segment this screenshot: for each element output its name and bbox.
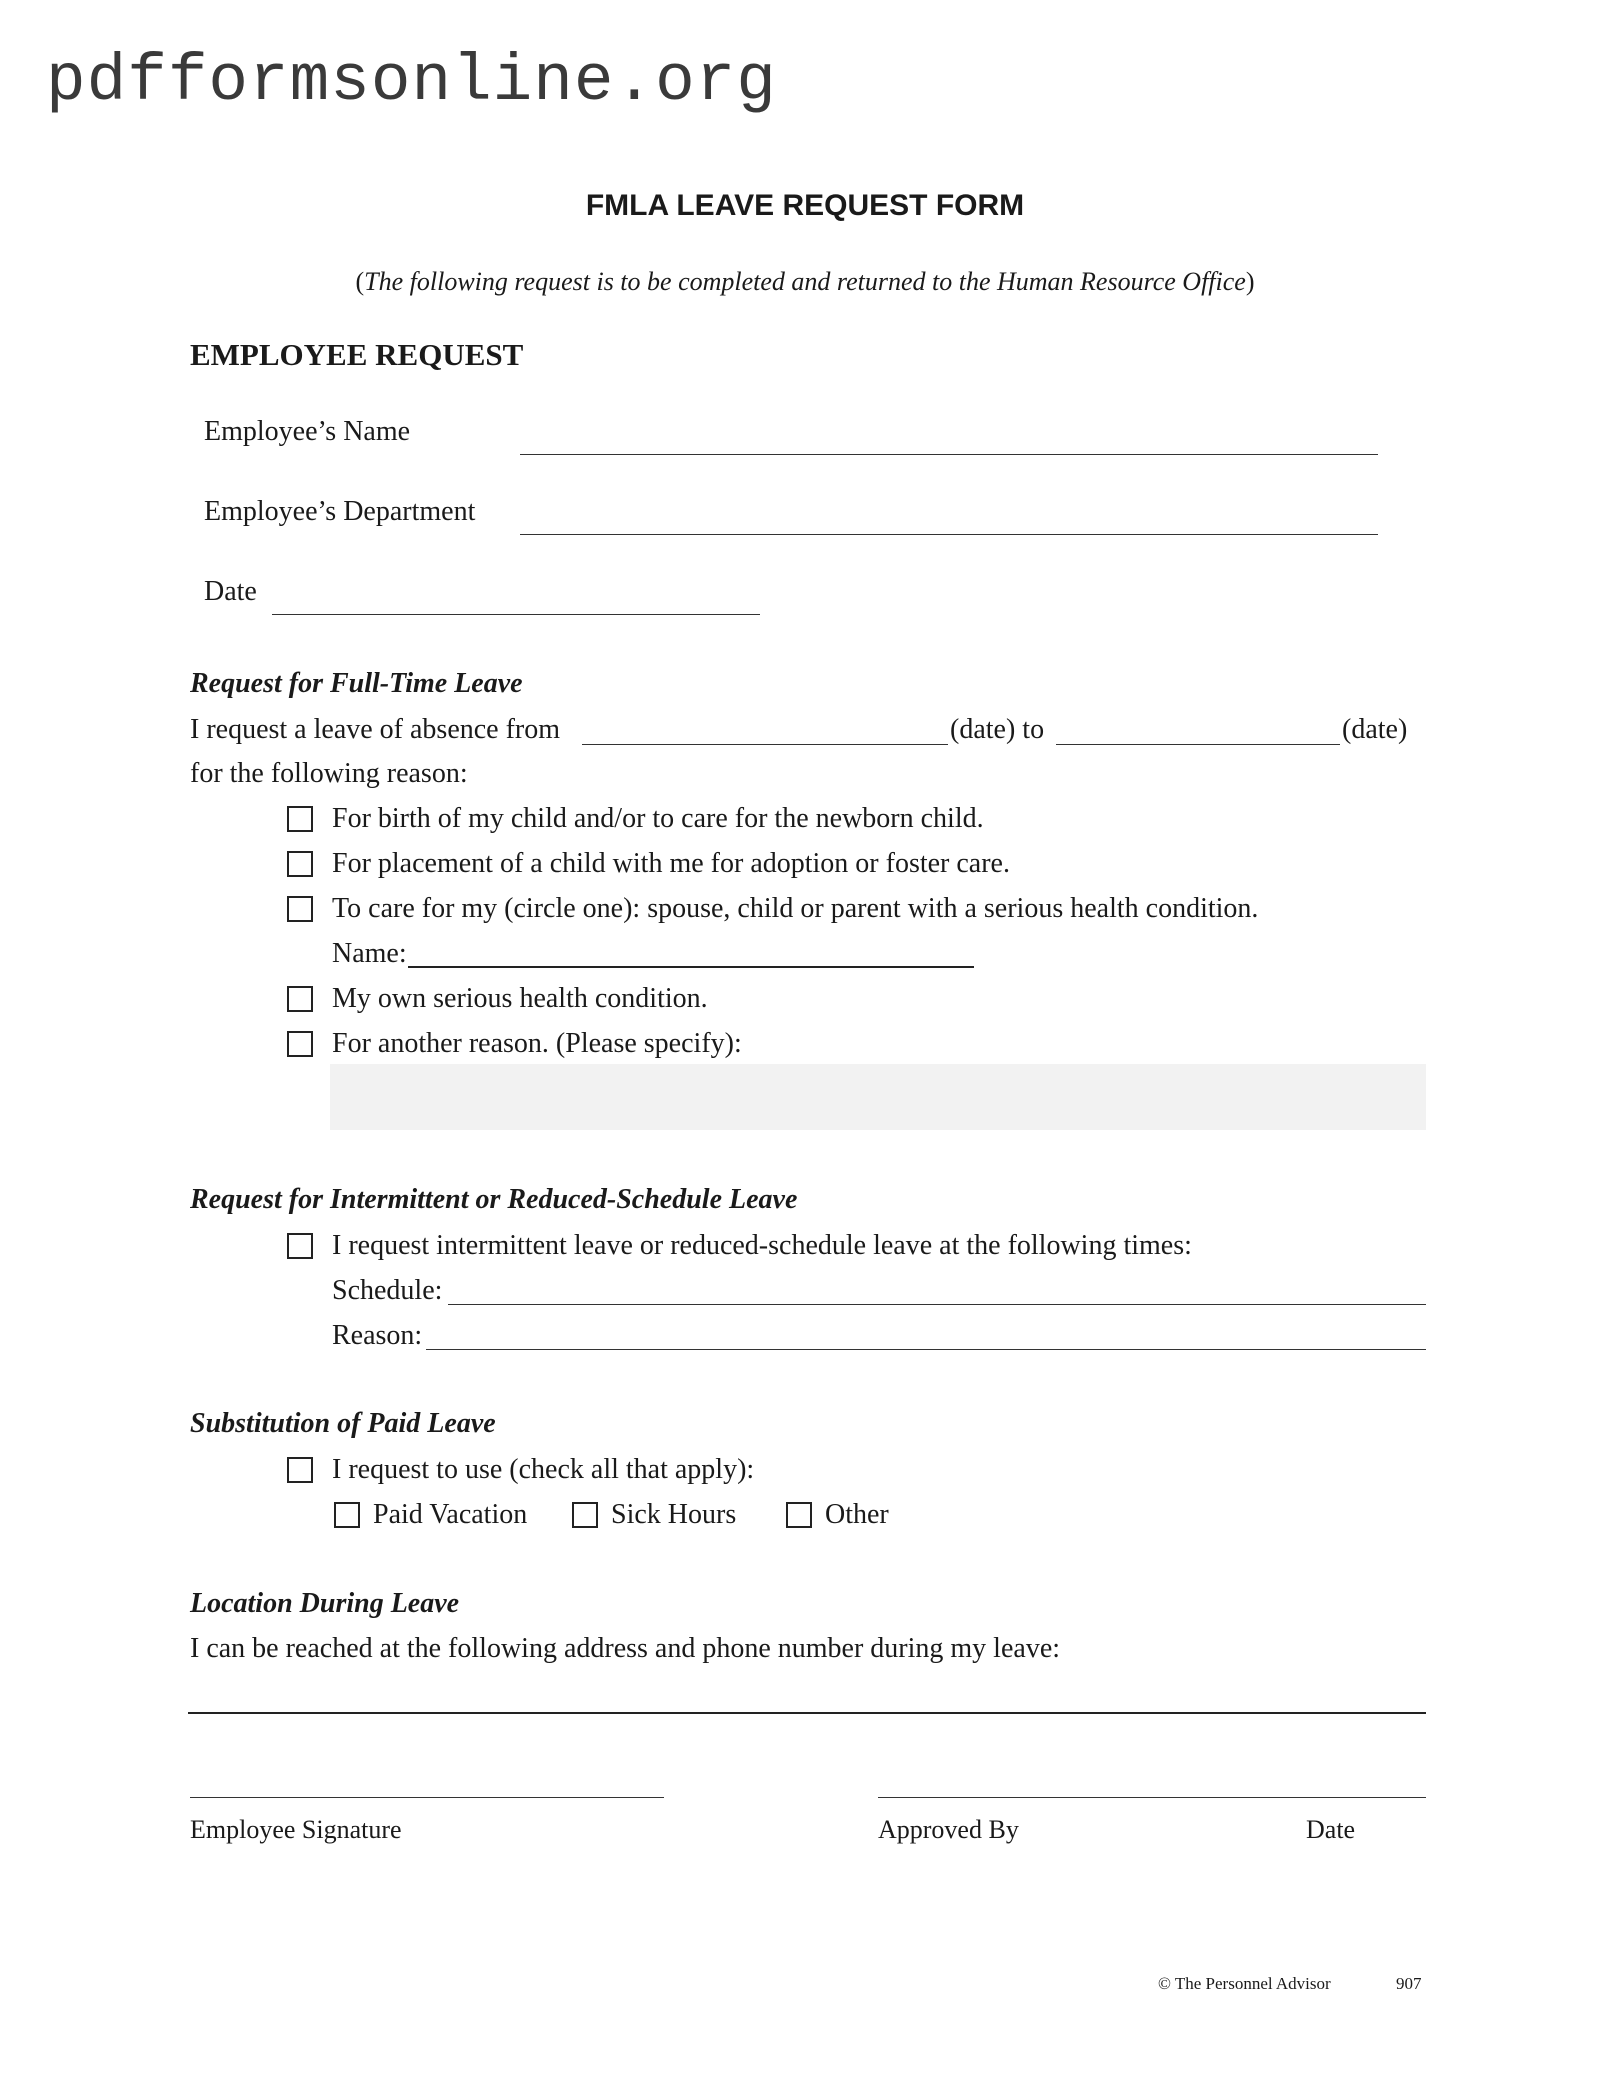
form-title: FMLA LEAVE REQUEST FORM [585, 189, 1025, 222]
reason-birth-checkbox[interactable] [287, 806, 313, 832]
location-text: I can be reached at the following address and phone number during my leave: [190, 1633, 1061, 1664]
approved-by-label: Approved By [878, 1815, 1019, 1844]
paid-leave-heading: Substitution of Paid Leave [190, 1408, 496, 1439]
intermittent-label: I request intermittent leave or reduced-schedule leave at the following times: [332, 1230, 1192, 1261]
watermark: pdfformsonline.org [46, 44, 777, 119]
employee-signature-label: Employee Signature [190, 1815, 402, 1844]
employee-request-heading: EMPLOYEE REQUEST [190, 337, 524, 372]
paid-leave-label: I request to use (check all that apply): [332, 1454, 755, 1485]
leave-end-date-field[interactable] [1056, 744, 1340, 745]
employee-signature-field[interactable] [190, 1797, 664, 1798]
paid-vacation-checkbox[interactable] [334, 1502, 360, 1528]
family-member-name-field[interactable] [408, 966, 974, 968]
subtitle-text: The following request is to be completed and returned to the Human Resource Office [364, 267, 1246, 296]
approval-date-label: Date [1306, 1815, 1356, 1844]
schedule-field[interactable] [448, 1304, 1426, 1305]
intermittent-reason-label: Reason: [332, 1320, 423, 1351]
date-field[interactable] [272, 614, 760, 615]
approved-by-field[interactable] [878, 1797, 1426, 1798]
footer-form-number: 907 [1396, 1974, 1422, 1993]
reason-adoption-label: For placement of a child with me for adoption or foster care. [332, 848, 1010, 879]
footer-copyright: © The Personnel Advisor [1158, 1974, 1331, 1993]
other-reason-input[interactable] [330, 1064, 1426, 1130]
intermittent-checkbox[interactable] [287, 1233, 313, 1259]
location-heading: Location During Leave [190, 1588, 460, 1619]
reason-adoption-checkbox[interactable] [287, 851, 313, 877]
subtitle-paren-open: ( [355, 267, 365, 296]
date-label: Date [204, 576, 257, 607]
leave-start-date-field[interactable] [582, 744, 948, 745]
family-member-name-label: Name: [332, 938, 407, 969]
full-time-reason-intro: for the following reason: [190, 758, 468, 789]
reason-own-health-label: My own serious health condition. [332, 983, 708, 1014]
form-subtitle [0, 267, 1610, 297]
full-time-intro: I request a leave of absence from [190, 714, 561, 745]
date-marker-1: (date) to [950, 714, 1045, 745]
employee-name-field[interactable] [520, 454, 1378, 455]
employee-department-label: Employee’s Department [204, 496, 476, 527]
employee-department-field[interactable] [520, 534, 1378, 535]
reason-other-label: For another reason. (Please specify): [332, 1028, 742, 1059]
paid-vacation-label: Paid Vacation [373, 1499, 528, 1530]
schedule-label: Schedule: [332, 1275, 443, 1306]
sick-hours-label: Sick Hours [611, 1499, 737, 1530]
reason-own-health-checkbox[interactable] [287, 986, 313, 1012]
subtitle-paren-close: ) [1245, 267, 1255, 296]
location-field[interactable] [188, 1712, 1426, 1714]
full-time-leave-heading: Request for Full-Time Leave [190, 668, 523, 699]
other-paid-checkbox[interactable] [786, 1502, 812, 1528]
other-paid-label: Other [825, 1499, 889, 1530]
reason-family-care-label: To care for my (circle one): spouse, child or parent with a serious health condition. [332, 893, 1259, 924]
date-marker-2: (date) [1342, 714, 1408, 745]
paid-leave-checkbox[interactable] [287, 1457, 313, 1483]
reason-family-care-checkbox[interactable] [287, 896, 313, 922]
reason-other-checkbox[interactable] [287, 1031, 313, 1057]
employee-name-label: Employee’s Name [204, 416, 411, 447]
intermittent-reason-field[interactable] [426, 1349, 1426, 1350]
reason-birth-label: For birth of my child and/or to care for the newborn child. [332, 803, 984, 834]
intermittent-leave-heading: Request for Intermittent or Reduced-Schedule Leave [190, 1184, 798, 1215]
sick-hours-checkbox[interactable] [572, 1502, 598, 1528]
